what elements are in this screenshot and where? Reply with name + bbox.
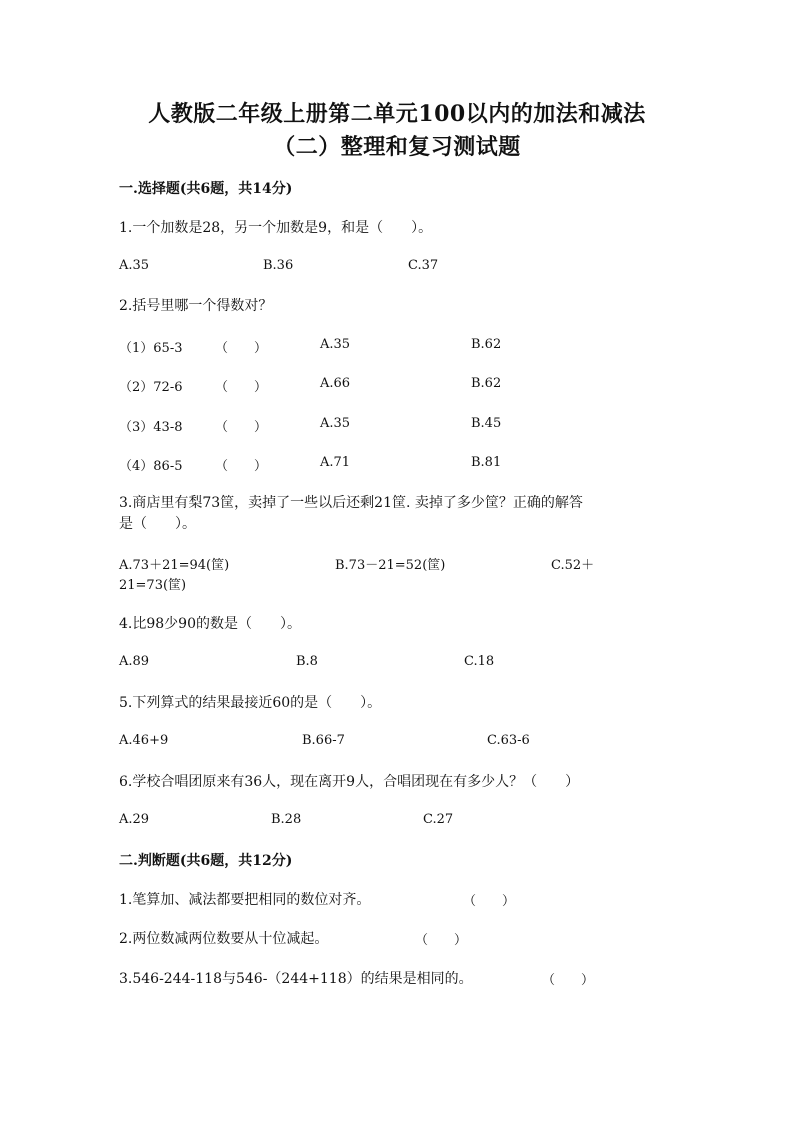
judgement-2: 2.两位数减两位数要从十位减起。 <box>119 931 329 947</box>
judgement-1-paren: （ ） <box>463 894 516 909</box>
q5-option-c: C.63-6 <box>487 733 530 748</box>
q6-option-b: B.28 <box>271 812 302 827</box>
section-heading-choice: 一.选择题(共6题，共14分) <box>119 181 293 197</box>
q3-option-c: C.52＋ <box>551 558 595 573</box>
q2-row-1-option-b: B.62 <box>471 337 502 352</box>
q1-option-b: B.36 <box>263 258 294 273</box>
question-2: 2.括号里哪一个得数对？ <box>119 298 273 314</box>
q4-option-b: B.8 <box>296 654 318 669</box>
question-4: 4.比98少90的数是（ ）。 <box>119 616 301 632</box>
q2-row-2-label: （2）72-6 <box>119 380 183 395</box>
q2-row-2-option-b: B.62 <box>471 376 502 391</box>
q2-row-4-option-a: A.71 <box>320 455 351 470</box>
q5-option-a: A.46+9 <box>119 733 169 748</box>
judgement-2-paren: （ ） <box>415 933 468 948</box>
q1-option-c: C.37 <box>408 258 439 273</box>
judgement-1: 1.笔算加、减法都要把相同的数位对齐。 <box>119 892 371 908</box>
q2-row-3-label: （3）43-8 <box>119 420 183 435</box>
question-1: 1.一个加数是28，另一个加数是9，和是（ ）。 <box>119 220 433 236</box>
q3-option-a: A.73＋21=94(筐) <box>119 558 230 573</box>
q2-row-3-paren: （ ） <box>215 420 268 435</box>
q2-row-4-label: （4）86-5 <box>119 459 183 474</box>
q1-option-a: A.35 <box>119 258 150 273</box>
q2-row-1-label: （1）65-3 <box>119 341 183 356</box>
q2-row-1-option-a: A.35 <box>320 337 351 352</box>
q6-option-a: A.29 <box>119 812 150 827</box>
q6-option-c: C.27 <box>423 812 454 827</box>
q2-row-2-paren: （ ） <box>215 380 268 395</box>
judgement-3-paren: （ ） <box>542 973 595 988</box>
question-3-line2: 是（ ）。 <box>119 516 196 532</box>
q2-row-4-option-b: B.81 <box>471 455 502 470</box>
judgement-3: 3.546-244-118与546-（244+118）的结果是相同的。 <box>119 971 473 987</box>
q2-row-2-option-a: A.66 <box>320 376 351 391</box>
page-title-line1: 人教版二年级上册第二单元100以内的加法和减法 <box>148 101 646 127</box>
question-6: 6.学校合唱团原来有36人，现在离开9人，合唱团现在有多少人？（ ） <box>119 774 580 790</box>
section-heading-judgement: 二.判断题(共6题，共12分) <box>119 853 293 869</box>
question-5: 5.下列算式的结果最接近60的是（ ）。 <box>119 695 382 711</box>
q2-row-4-paren: （ ） <box>215 459 268 474</box>
q5-option-b: B.66-7 <box>302 733 345 748</box>
q3-option-c-continued: 21=73(筐) <box>119 578 187 593</box>
q2-row-3-option-a: A.35 <box>320 416 351 431</box>
q4-option-c: C.18 <box>464 654 495 669</box>
q2-row-3-option-b: B.45 <box>471 416 502 431</box>
question-3-line1: 3.商店里有梨73筐，卖掉了一些以后还剩21筐. 卖掉了多少筐？正确的解答 <box>119 495 583 511</box>
page-title-line2: （二）整理和复习测试题 <box>273 134 521 160</box>
q2-row-1-paren: （ ） <box>215 341 268 356</box>
q3-option-b: B.73－21=52(筐) <box>335 558 446 573</box>
q4-option-a: A.89 <box>119 654 150 669</box>
